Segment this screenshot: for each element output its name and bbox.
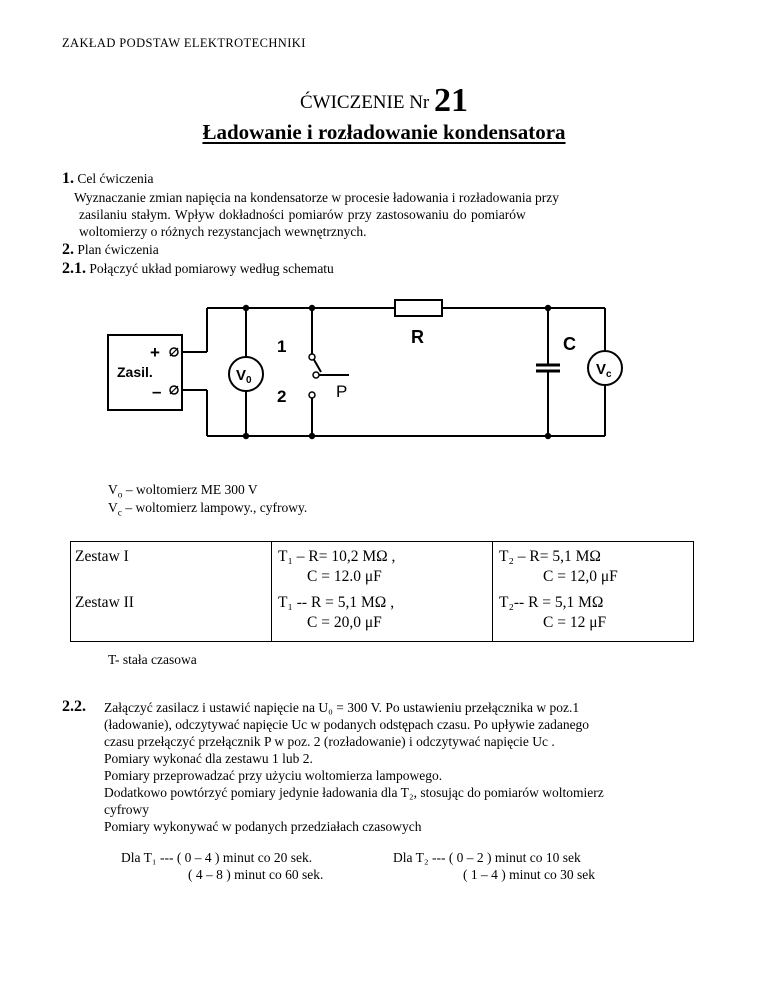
interval-t2-line-1: Dla T₂ --- ( 0 – 2 ) minut co 10 sek [393,850,581,865]
switch-label: P [336,382,348,401]
table-row [71,542,694,594]
exercise-number: 21 [434,82,469,119]
section-1-title: Cel ćwiczenia [77,171,154,186]
section-2-2-line: Dodatkowo powtórzyć pomiary jedynie ładowania dla T₂, stosując do pomiarów woltomierz [104,785,604,800]
junction-dot [309,305,315,311]
section-1-line: zasilaniu stałym. Wpływ dokładności pomiarów przy zastosowaniu do pomiarów [79,207,526,222]
switch-position-1-label: 1 [277,337,287,356]
section-1-number: 1. [62,170,74,187]
resistor-label: R [411,327,424,347]
time-constant-note: T- stała czasowa [108,652,197,667]
exercise-subtitle: Ładowanie i rozładowanie kondensatora [202,120,566,144]
switch-contact-1 [309,354,315,360]
section-2-2-line: czasu przełączyć przełącznik P w poz. 2 (rozładowanie) i odczytywać napięcie Uc . [104,734,555,749]
section-1-line: woltomierzy o różnych rezystancjach wewnętrznych. [79,224,367,239]
voltmeter-v0-label: $V_0$ [236,367,252,386]
junction-dot [243,305,249,311]
interval-t2-line-2: ( 1 – 4 ) minut co 30 sek [463,867,595,882]
table-cell-t2: T₂-- R = 5,1 MΩ C = 12 μF [493,593,694,642]
junction-dot [309,433,315,439]
table-cell-t1: T₁ -- R = 5,1 MΩ , C = 20,0 μF [272,593,493,642]
section-2-2-line: Pomiary wykonywać w podanych przedziałach czasowych [104,819,422,834]
legend-vc: $V_c$ – woltomierz lampowy., cyfrowy. [108,500,308,519]
table-cell-set-name: Zestaw I [71,542,272,594]
exercise-title-prefix: ĆWICZENIE Nr [299,92,430,113]
switch-position-2-label: 2 [277,387,287,406]
section-2-2-line: Załączyć zasilacz i ustawić napięcie na U₀ = 300 V. Po ustawieniu przełącznika w poz.1 [104,700,580,715]
table-row [71,593,694,642]
section-1-line: Wyznaczanie zmian napięcia na kondensatorze w procesie ładowania i rozładowania przy [74,190,559,205]
switch-common-contact [313,372,319,378]
supply-minus-label: – [152,382,162,401]
junction-dot [545,433,551,439]
junction-dot [545,305,551,311]
resistor-symbol [395,300,442,316]
supply-label: Zasil. [117,364,153,380]
section-2-number: 2. [62,241,74,258]
legend-v0: $V_o$ – woltomierz ME 300 V [108,482,258,501]
junction-dot [243,433,249,439]
table-cell-t2: T₂ – R= 5,1 MΩ C = 12,0 μF [493,542,694,594]
interval-t1-line-1: Dla T₁ --- ( 0 – 4 ) minut co 20 sek. [121,850,313,865]
voltmeter-vc-label: $V_c$ [596,361,612,380]
section-2-1-title: Połączyć układ pomiarowy według schematu [89,261,334,276]
table-cell-set-name: Zestaw II [71,593,272,642]
section-2-title: Plan ćwiczenia [77,242,159,257]
section-2-2-line: Pomiary wykonać dla zestawu 1 lub 2. [104,751,313,766]
section-2-2-number: 2.2. [62,698,86,715]
section-2-1-number: 2.1. [62,260,86,277]
capacitor-label: C [563,334,576,354]
institution-header: ZAKŁAD PODSTAW ELEKTROTECHNIKI [62,36,306,50]
section-2-2-line: cyfrowy [104,802,149,817]
parameter-table [70,541,694,642]
switch-contact-2 [309,392,315,398]
interval-t1-line-2: ( 4 – 8 ) minut co 60 sek. [188,867,324,882]
section-2-2-line: Pomiary przeprowadzać przy użyciu woltomierza lampowego. [104,768,443,783]
section-2-2-line: (ładowanie), odczytywać napięcie Uc w podanych odstępach czasu. Po upływie zadanego [104,717,590,732]
supply-plus-label: + [150,343,160,362]
table-cell-t1: T₁ – R= 10,2 MΩ , C = 12.0 μF [272,542,493,594]
